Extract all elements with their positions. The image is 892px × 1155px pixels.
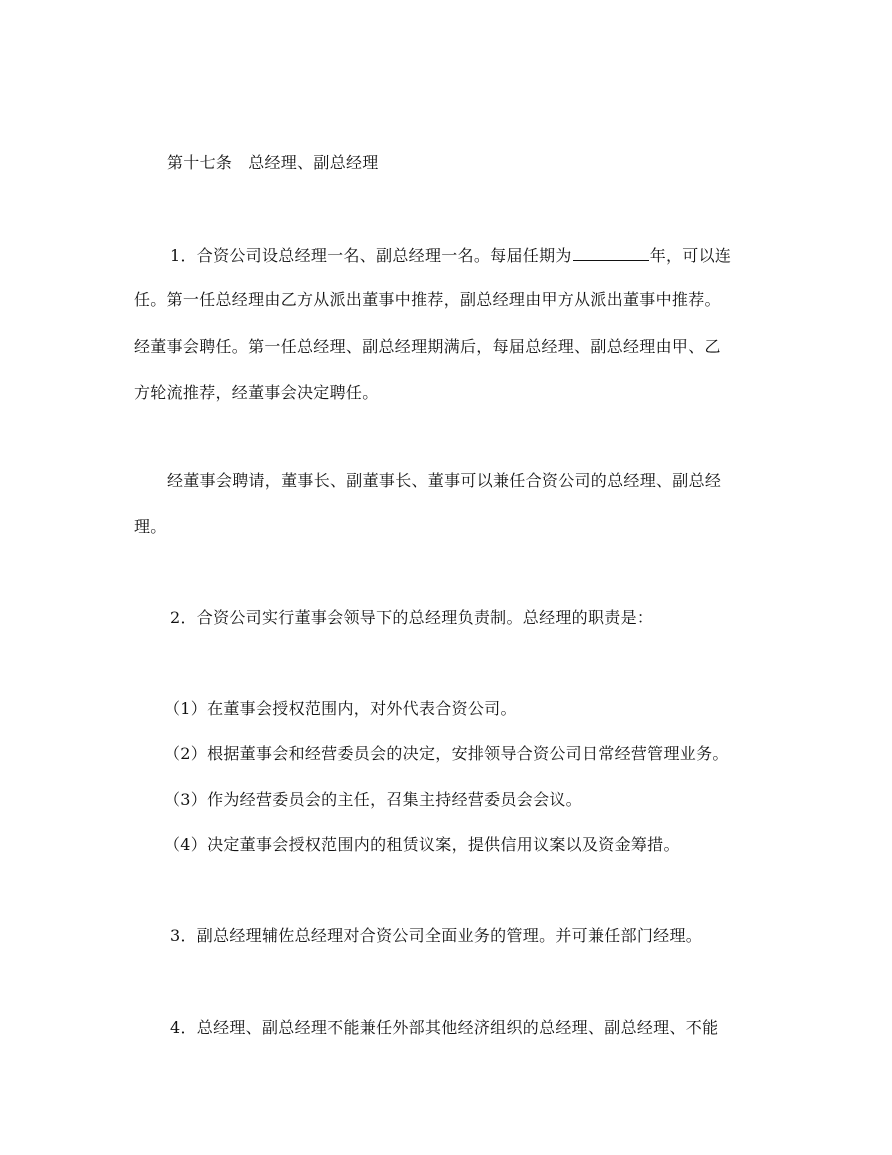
clause-2-line-1: 2．合资公司实行董事会领导下的总经理负责制。总经理的职责是： bbox=[170, 608, 654, 627]
duty-item-3: （3）作为经营委员会的主任，召集主持经营委员会会议。 bbox=[164, 790, 582, 809]
clause-1-line-1: 1．合资公司设总经理一名、副总经理一名。每届任期为 年，可以连 bbox=[170, 242, 731, 267]
article-number: 第十七条 bbox=[167, 153, 233, 172]
duty-item-1: （1）在董事会授权范围内，对外代表合资公司。 bbox=[164, 699, 517, 718]
clause-1-line-3: 经董事会聘任。第一任总经理、副总经理期满后，每届总经理、副总经理由甲、乙 bbox=[134, 337, 721, 356]
clause-4-line-1: 4．总经理、副总经理不能兼任外部其他经济组织的总经理、副总经理、不能 bbox=[170, 1018, 719, 1037]
clause-1-para-2-line-2: 理。 bbox=[134, 517, 167, 536]
clause-1-line-2: 任。第一任总经理由乙方从派出董事中推荐，副总经理由甲方从派出董事中推荐。 bbox=[134, 290, 721, 309]
clause-1-para-2-line-1: 经董事会聘请，董事长、副董事长、董事可以兼任合资公司的总经理、副总经 bbox=[167, 471, 722, 490]
duty-item-2: （2）根据董事会和经营委员会的决定，安排领导合资公司日常经营管理业务。 bbox=[164, 744, 729, 763]
clause-1-line-4: 方轮流推荐，经董事会决定聘任。 bbox=[134, 383, 379, 402]
term-years-blank bbox=[573, 242, 649, 261]
clause-3-line-1: 3．副总经理辅佐总经理对合资公司全面业务的管理。并可兼任部门经理。 bbox=[170, 926, 703, 945]
article-heading bbox=[167, 152, 379, 174]
article-title: 总经理、副总经理 bbox=[248, 153, 379, 172]
duty-item-4: （4）决定董事会授权范围内的租赁议案，提供信用议案以及资金筹措。 bbox=[164, 835, 680, 854]
